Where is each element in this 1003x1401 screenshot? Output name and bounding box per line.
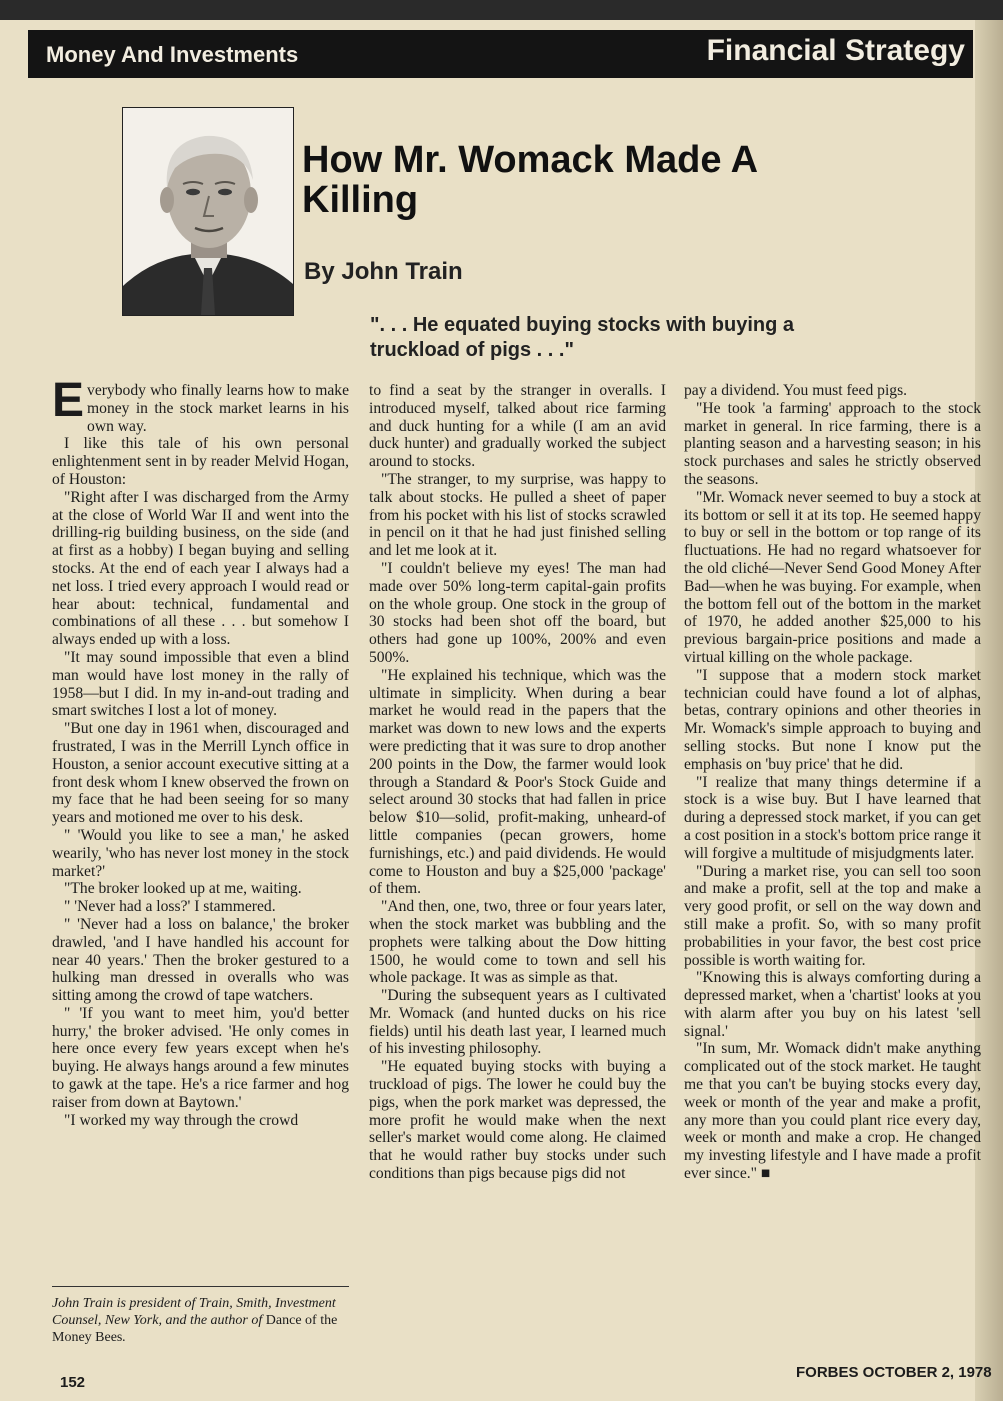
- paragraph: "And then, one, two, three or four years later, when the stock market was bubbling and the prophets were talking about the Dow hitting 1500, he would come to town and sell his whole package. It was as simple as that.: [369, 898, 666, 987]
- paragraph: "Knowing this is always comforting during a depressed market, when a 'chartist' looks at you with alarm after you buy on his latest 'sell signal.': [684, 969, 981, 1040]
- paragraph: "He took 'a farming' approach to the stock market in general. In rice farming, there is a planting season and a harvesting season; in his stock purchases and sales he strictly observed the seasons.: [684, 399, 981, 488]
- paragraph: "It may sound impossible that even a blind man would have lost money in the rally of 1958—but I did. In my in-and-out trading and smart switches I lost a lot of money.: [52, 648, 349, 720]
- paragraph: pay a dividend. You must feed pigs.: [684, 382, 908, 399]
- paragraph: "Right after I was discharged from the Army at the close of World War II and went into the drilling-rig building business, on the side (and at first as a hobby) I began buying and selling stocks. At the end of each year I always had a net loss. I tried every approach I would read or hear about: technical, fundamental and combinations of all these . . . but somehow I always ended up with a loss.: [52, 488, 349, 649]
- paragraph: I like this tale of his own personal enlightenment sent in by reader Melvid Hogan, of Houston:: [52, 435, 349, 488]
- section-header-bar: [28, 30, 973, 78]
- author-bio: [52, 1286, 349, 1346]
- paragraph: "But one day in 1961 when, discouraged and frustrated, I was in the Merrill Lynch office in Houston, a senior account executive sitting at a front desk whom I knew observed the frown on my face that he had been seeing for so many years and motioned me over to his desk.: [52, 720, 349, 827]
- article-column-3: [684, 382, 981, 1183]
- paragraph: "I realize that many things determine if a stock is a wise buy. But I have learned that during a depressed stock market, if you can get a cost position in a stock's bottom price range it will forgive a multitude of misjudgments later.: [684, 773, 981, 862]
- author-bio-text: John Train is president of Train, Smith, Investment Counsel, New York, and the author of: [52, 1296, 336, 1328]
- author-bio-end: .: [122, 1330, 126, 1345]
- paragraph: "He explained his technique, which was the ultimate in simplicity. When during a bear market he would read in the papers that the market was down to new lows and the experts were predicting that it was sure to drop another 200 points in the Dow, the farmer would look through a Standard & Poor's Stock Guide and select around 30 stocks that had fallen in price below $10—solid, profit-making, unheard-of little companies (pecan growers, home furnishings, etc.) and paid dividends. He would come to Houston and buy a $25,000 'package' of them.: [369, 666, 666, 898]
- paragraph: "I worked my way through the crowd: [64, 1111, 299, 1129]
- opening-text: verybody who finally learns how to make money in the stock market learns in his own way.: [87, 382, 349, 435]
- article-byline: By John Train: [304, 258, 463, 285]
- article-headline: How Mr. Womack Made A Killing: [302, 139, 757, 221]
- author-portrait: [122, 107, 294, 316]
- paragraph: "During a market rise, you can sell too soon and make a profit, sell at the top and make a very good profit, or sell on the way down and still make a profit. So, with so many profit probabilities in your favor, the best cost price possible is worth waiting for.: [684, 862, 981, 969]
- page-number: 152: [60, 1374, 86, 1391]
- article-column-1: [52, 374, 349, 1129]
- article-column-2: [369, 382, 666, 1183]
- paragraph: "In sum, Mr. Womack didn't make anything complicated out of the stock market. He taught me that you can't be buying stocks every day, week or month of the year and make a profit, any more than you could plant rice every day, week or month and make a crop. He changed my investing lifestyle and I have made a profit ever since." ■: [684, 1040, 981, 1183]
- paragraph: " 'Would you like to see a man,' he asked wearily, 'who has never lost money in the stock market?': [52, 826, 349, 880]
- scan-top-edge: [0, 0, 1003, 20]
- publication-footer: FORBES OCTOBER 2, 1978: [796, 1364, 992, 1381]
- paragraph: " 'Never had a loss on balance,' the broker drawled, 'and I have handled his account for near 40 years.' Then the broker gestured to a hulking man dressed in overalls who was sitting among the crowd of tape watchers.: [52, 915, 349, 1005]
- paragraph: "I suppose that a modern stock market technician could have found a lot of alphas, betas, contrary opinions and other theories in Mr. Womack's simple approach to buying and selling stocks. But none I know put the emphasis on 'buy price' that he did.: [684, 666, 981, 773]
- paragraph: "He equated buying stocks with buying a truckload of pigs. The lower he could buy the pigs, when the pork market was depressed, the more profit he would make when the next seller's market would come along. He claimed that he would rather buy stocks under such conditions than pigs because pigs did not: [369, 1058, 666, 1183]
- book-title: Dance of the Money Bees: [52, 1313, 338, 1345]
- section-label: Money And Investments: [46, 42, 299, 67]
- paragraph: " 'If you want to meet him, you'd better hurry,' the broker advised. 'He only comes in here once every few years except when he's buying. He always hangs around a few minutes to gawk at the tape. He's a rice farmer and hog raiser from down at Baytown.': [52, 1004, 349, 1111]
- opening-paragraph: [52, 374, 349, 435]
- paragraph: "The stranger, to my surprise, was happy to talk about stocks. He pulled a sheet of paper from his pocket with his list of stocks scrawled in pencil on it that he had just finished selling and let me look at it.: [369, 470, 666, 560]
- paragraph: to find a seat by the stranger in overalls. I introduced myself, talked about rice farming and duck hunting for a while (I am an avid duck hunter) and gradually worked the subject around to stocks.: [369, 382, 666, 471]
- section-title: Financial Strategy: [706, 34, 965, 67]
- drop-cap: E: [52, 374, 85, 427]
- paragraph: "The broker looked up at me, waiting.: [64, 880, 302, 898]
- paragraph: "Mr. Womack never seemed to buy a stock at its bottom or sell it at its top. He seemed happy to buy or sell in the bottom or top range of its fluctuations. He had no regard whatsoever for the old cliché—Never Send Good Money After Bad—when he was buying. For example, when the bottom fell out of the bottom in the market of 1970, he added another $25,000 to his previous bargain-price positions and made a virtual killing on the whole package.: [684, 488, 981, 666]
- paragraph: " 'Never had a loss?' I stammered.: [64, 898, 276, 916]
- pull-quote: ". . . He equated buying stocks with buying a truckload of pigs . . .": [370, 314, 794, 361]
- portrait-image: [123, 108, 293, 315]
- paragraph: "I couldn't believe my eyes! The man had made over 50% long-term capital-gain profits on the whole group. One stock in the group of 30 stocks had been shot off the board, but others had gone up 100%, 200% and even 500%.: [369, 559, 666, 666]
- paragraph: "During the subsequent years as I cultivated Mr. Womack (and hunted ducks on his rice fields) until his death last year, I learned much of his investing philosophy.: [369, 987, 666, 1058]
